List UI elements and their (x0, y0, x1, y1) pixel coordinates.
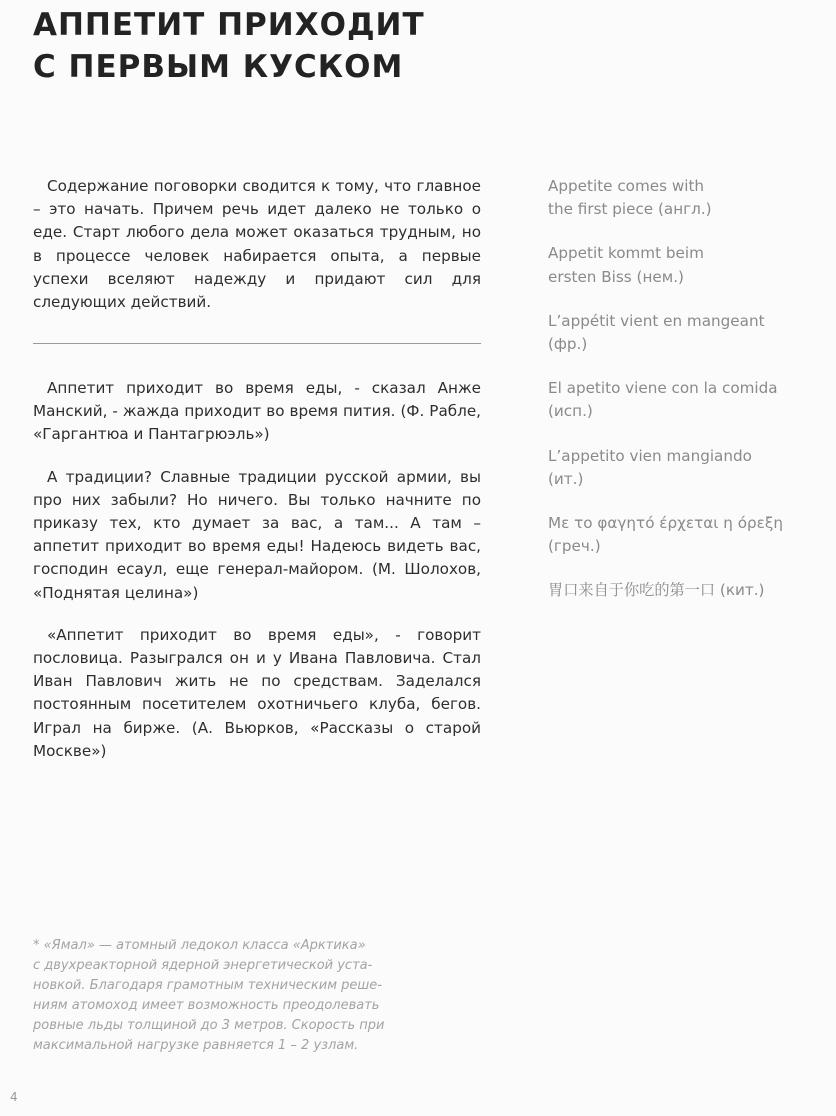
quotes-block (33, 377, 481, 763)
quote-paragraph: «Аппетит приходит во время еды», - говорит пословица. Разыгрался он и у Ивана Павловича. Стал Иван Павлович жить не по средствам. Заделался постоянным посетителем охотничьего клуба, бегов. Играл на бирже. (А. Вьюрков, «Рассказы о старой Москве») (33, 625, 481, 760)
footnote (33, 936, 481, 1056)
translation-text: ersten Biss (нем.) (548, 267, 684, 286)
translation-item (548, 445, 830, 491)
translation-text: Appetit kommt beim (548, 244, 704, 263)
quote-paragraph: А традиции? Славные традиции русской армии, вы про них забыли? Но ничего. Вы только начните по приказу тех, кто думает за вас, а там... А там – аппетит приходит во время еды! Надеюсь видеть вас, господин есаул, еще генерал-майором. (М. Шолохов, «Поднятая целина») (33, 467, 481, 602)
translation-text: the first piece (англ.) (548, 200, 712, 219)
translation-text: Appetite comes with (548, 177, 705, 195)
translation-item (548, 310, 830, 356)
translation-text: (исп.) (548, 402, 593, 421)
intro-paragraph: Содержание поговорки сводится к тому, что главное – это начать. Причем речь идет далеко не только о еде. Старт любого дела может оказаться трудным, но в процессе человек набирается опыта, а первые успехи вселяют надежду и придают сил для следующих действий. (33, 177, 481, 312)
footnote-line: максимальной нагрузке равняется 1 – 2 узлам. (33, 1038, 359, 1053)
footnote-line: ниям атомоход имеет возможность преодолевать (33, 998, 380, 1013)
translation-text: (фр.) (548, 335, 588, 354)
translation-item (548, 242, 830, 288)
translation-text: El apetito viene con la comida (548, 379, 778, 398)
section-divider (33, 343, 481, 344)
translation-text: 胃口来自于你吃的第一口 (кит.) (548, 581, 765, 600)
translation-text: Με το φαγητό έρχεται η όρεξη (548, 514, 783, 533)
footnote-line: ровные льды толщиной до 3 метров. Скорость при (33, 1018, 385, 1033)
page-number: 4 (10, 1090, 18, 1104)
intro-paragraph-block (33, 175, 481, 314)
title-line-2: С ПЕРВЫМ КУСКОМ (33, 49, 404, 85)
translation-text: L’appétit vient en mangeant (548, 311, 765, 330)
translation-item (548, 377, 830, 423)
translation-item (548, 512, 830, 558)
footnote-line: с двухреакторной ядерной энергетической уста- (33, 958, 373, 973)
translations-sidebar (548, 175, 830, 624)
footnote-line: новкой. Благодаря грамотным техническим реше- (33, 978, 382, 993)
translation-item (548, 175, 830, 221)
page-title (33, 4, 553, 88)
quote-paragraph: Аппетит приходит во время еды, - сказал Анже Манский, - жажда приходит во время пития. (Ф. Рабле, «Гаргантюа и Пантагрюэль») (33, 379, 481, 444)
translation-text: (греч.) (548, 537, 601, 556)
translation-text: L’appetito vien mangiando (548, 446, 752, 465)
translation-item (548, 579, 830, 602)
footnote-line: * «Ямал» — атомный ледокол класса «Арктика» (33, 938, 366, 953)
title-line-1: АППЕТИТ ПРИХОДИТ (33, 7, 425, 43)
translation-text: (ит.) (548, 469, 584, 488)
